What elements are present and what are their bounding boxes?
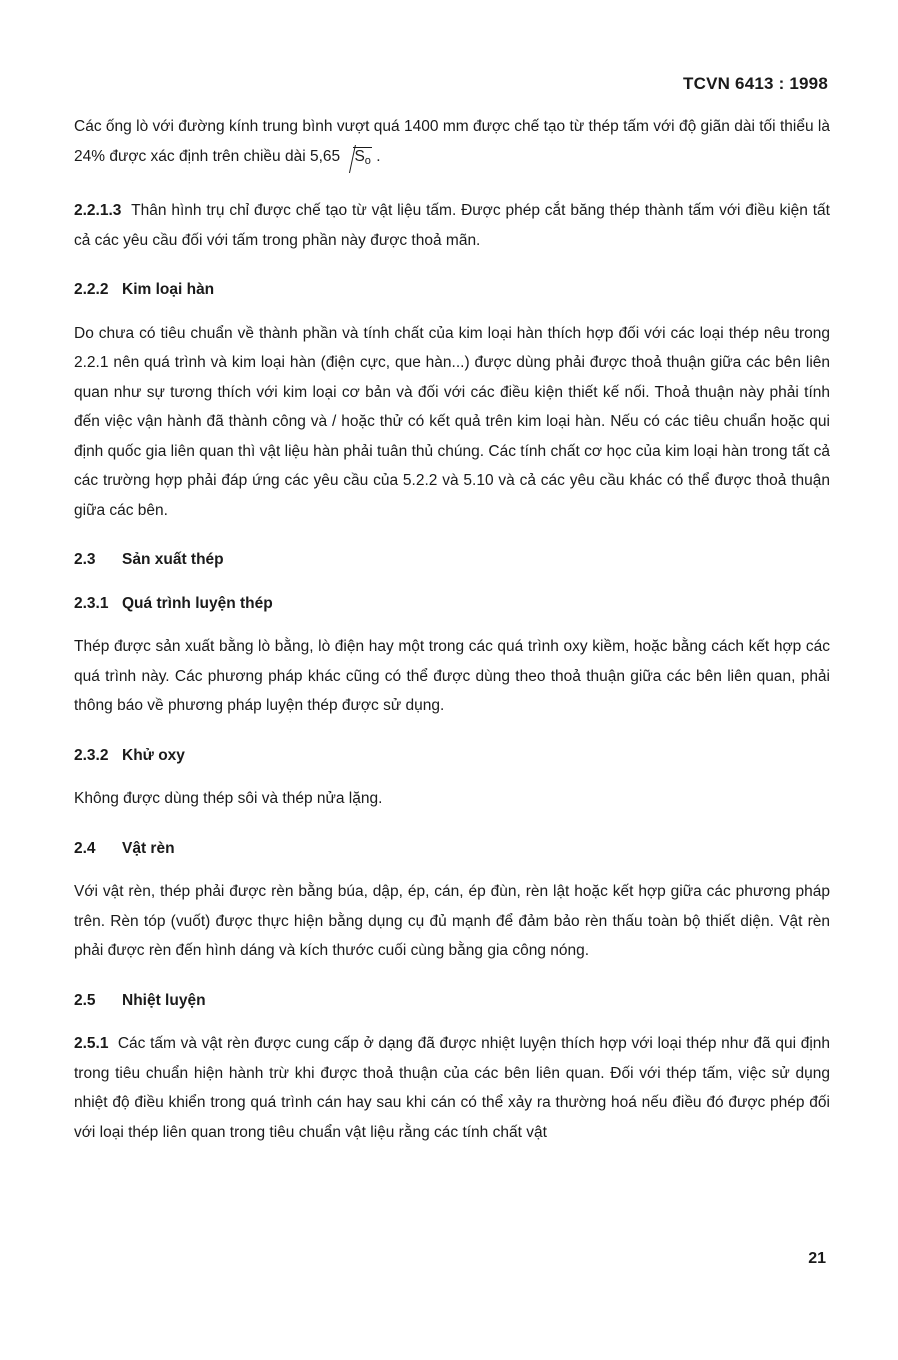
heading-2-5: [74, 986, 830, 1016]
section-text: Thân hình trụ chỉ được chế tạo từ vật liệu tấm. Được phép cắt băng thép thành tấm với điều kiện tất cả các yêu cầu đối với tấm trong phần này được thoả mãn.: [74, 202, 830, 249]
heading-number: 2.3.1: [74, 594, 109, 612]
standard-code-header: TCVN 6413 : 1998: [683, 74, 828, 93]
heading-title: Vật rèn: [122, 839, 175, 857]
heading-2-3: [74, 545, 830, 575]
page-number: 21: [808, 1250, 826, 1267]
heading-title: Kim loại hàn: [122, 281, 215, 298]
paragraph-2-4: Với vật rèn, thép phải được rèn bằng búa, dập, ép, cán, ép đùn, rèn lật hoặc kết hợp giữa các phương pháp trên. Rèn tóp (vuốt) được thực hiện bằng dụng cụ đủ mạnh để đảm bảo rèn thấu toàn bộ thiết diện. Vật rèn phải được rèn đến hình dáng và kích thước cuối cùng bằng gia công nóng.: [74, 883, 830, 959]
intro-end: .: [371, 147, 381, 165]
intro-paragraph: [74, 112, 830, 176]
heading-number: 2.5: [74, 991, 96, 1009]
intro-text: Các ống lò với đường kính trung bình vượt quá 1400 mm được chế tạo từ thép tấm với độ giãn dài tối thiểu là 24% được xác định trên chiều dài 5,65: [74, 118, 830, 165]
section-2-2-1-3: [74, 196, 830, 255]
heading-title: Quá trình luyện thép: [122, 594, 273, 612]
sqrt-formula: [344, 142, 371, 177]
heading-2-3-2: [74, 741, 830, 771]
document-body: [74, 112, 830, 1147]
heading-number: 2.3.2: [74, 746, 109, 764]
heading-number: 2.4: [74, 839, 96, 857]
paragraph-2-3-2: Không được dùng thép sôi và thép nửa lặng.: [74, 790, 383, 807]
heading-2-3-1: [74, 589, 830, 619]
sqrt-symbol: S: [354, 147, 365, 165]
section-number: 2.5.1: [74, 1035, 109, 1052]
heading-title: Sản xuất thép: [122, 551, 224, 568]
heading-2-4: [74, 834, 830, 864]
heading-number: 2.2.2: [74, 281, 109, 298]
section-2-5-1: [74, 1029, 830, 1147]
paragraph-2-3-1: Thép được sản xuất bằng lò bằng, lò điện hay một trong các quá trình oxy kiềm, hoặc bằng cách kết hợp các quá trình này. Các phương pháp khác cũng có thể được dùng theo thoả thuận giữa các bên liên quan, phải thông báo về phương pháp luyện thép được sử dụng.: [74, 638, 830, 714]
heading-number: 2.3: [74, 551, 96, 568]
sqrt-subscript: o: [364, 154, 371, 167]
paragraph-2-2-2: Do chưa có tiêu chuẩn về thành phần và tính chất của kim loại hàn thích hợp đối với các loại thép nêu trong 2.2.1 nên quá trình và kim loại hàn (điện cực, que hàn...) được dùng phải được thoả thuận giữa các bên liên quan như sự tương thích với kim loại cơ bản và đối với các điều kiện thiết kế nối. Thoả thuận này phải tính đến việc vận hành đã thành công và / hoặc thử có kết quả trên kim loại hàn. Nếu có các tiêu chuẩn hoặc qui định quốc gia liên quan thì vật liệu hàn phải tuân thủ chúng. Các tính chất cơ học của kim loại hàn trong tất cả các trường hợp phải đáp ứng các yêu cầu của 5.2.2 và 5.10 và cả các yêu cầu khác có thể được thoả thuận giữa các bên.: [74, 324, 830, 519]
section-text: Các tấm và vật rèn được cung cấp ở dạng đã được nhiệt luyện thích hợp với loại thép như đã qui định trong tiêu chuẩn hiện hành trừ khi được thoả thuận của các bên liên quan. Đối với thép tấm, việc sử dụng nhiệt độ điều khiển trong quá trình cán hay sau khi cán có thể xảy ra thường hoá nếu điều đó được phép đối với loại thép liên quan trong tiêu chuẩn vật liệu rằng các tính chất vật: [74, 1035, 830, 1141]
heading-title: Khử oxy: [122, 746, 185, 764]
section-number: 2.2.1.3: [74, 202, 122, 219]
heading-title: Nhiệt luyện: [122, 991, 206, 1009]
heading-2-2-2: [74, 275, 830, 305]
